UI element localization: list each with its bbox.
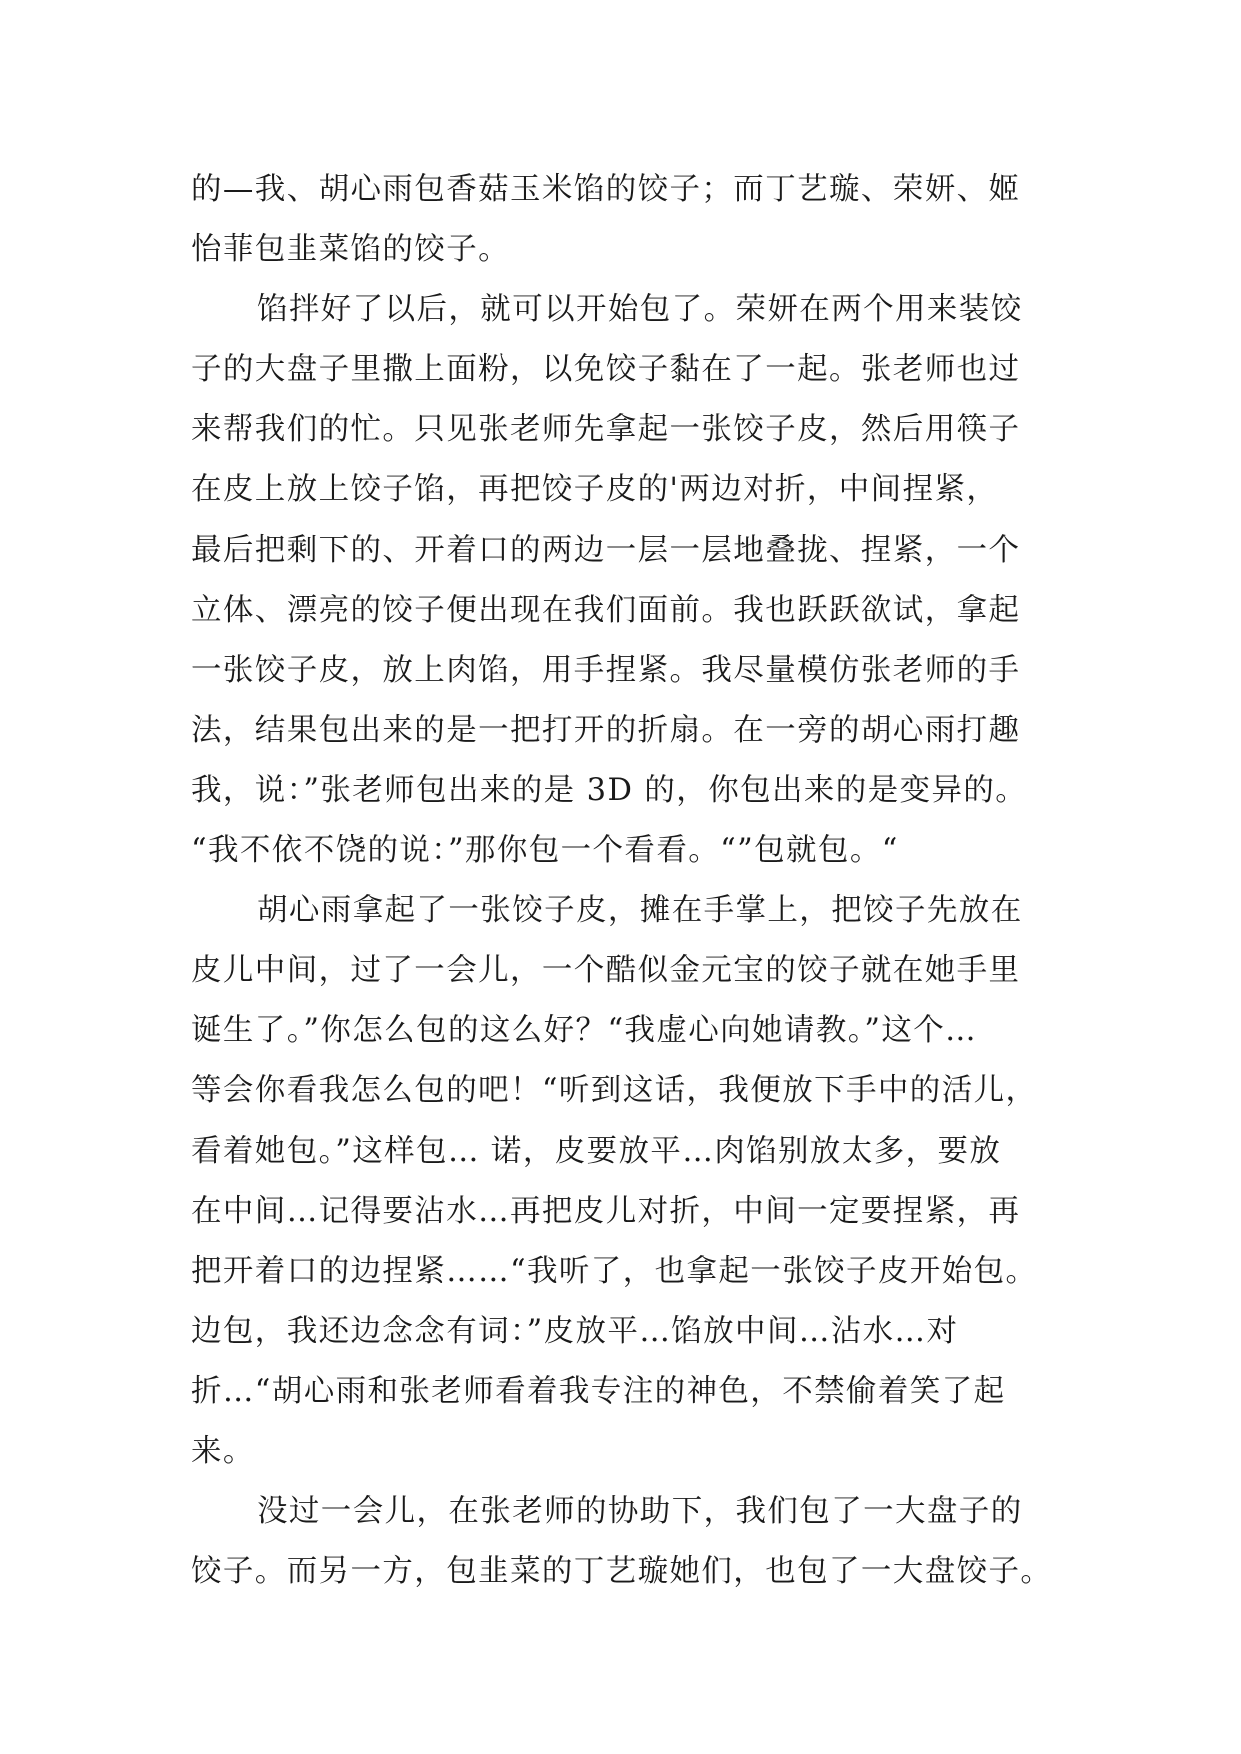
text-line: 在中间…记得要沾水…再把皮儿对折，中间一定要捏紧，再 bbox=[191, 1193, 1021, 1229]
text-line: 诞生了。”你怎么包的这么好？“我虚心向她请教。”这个… bbox=[191, 1013, 978, 1049]
text-line: 皮儿中间，过了一会儿，一个酷似金元宝的饺子就在她手里 bbox=[191, 953, 1021, 989]
text-line: 馅拌好了以后，就可以开始包了。荣妍在两个用来装饺 bbox=[257, 292, 1023, 328]
text-line: 看着她包。”这样包… 诺，皮要放平…肉馅别放太多，要放 bbox=[191, 1133, 1002, 1169]
text-line: 把开着口的边捏紧……“我听了，也拿起一张饺子皮开始包。 bbox=[191, 1253, 1038, 1289]
text-line: 我，说：”张老师包出来的是 3D 的，你包出来的是变异的。 bbox=[191, 772, 1028, 808]
text-line: 子的大盘子里撒上面粉，以免饺子黏在了一起。张老师也过 bbox=[191, 352, 1021, 388]
text-line: 立体、漂亮的饺子便出现在我们面前。我也跃跃欲试，拿起 bbox=[191, 592, 1021, 628]
text-line: 来。 bbox=[191, 1433, 255, 1469]
text-line: 边包，我还边念念有词：”皮放平…馅放中间…沾水…对 bbox=[191, 1313, 959, 1349]
text-line: 饺子。而另一方，包韭菜的丁艺璇她们，也包了一大盘饺子。 bbox=[191, 1554, 1053, 1590]
text-line: 胡心雨拿起了一张饺子皮，摊在手掌上，把饺子先放在 bbox=[257, 893, 1023, 929]
text-line: 法，结果包出来的是一把打开的折扇。在一旁的胡心雨打趣 bbox=[191, 712, 1021, 748]
text-line: 等会你看我怎么包的吧！“听到这话，我便放下手中的活儿， bbox=[191, 1073, 1038, 1109]
text-line: 没过一会儿，在张老师的协助下，我们包了一大盘子的 bbox=[257, 1494, 1023, 1530]
text-line: 折…“胡心雨和张老师看着我专注的神色，不禁偷着笑了起 bbox=[191, 1373, 1006, 1409]
document-body bbox=[191, 160, 1071, 1602]
text-line: 一张饺子皮，放上肉馅，用手捏紧。我尽量模仿张老师的手 bbox=[191, 652, 1021, 688]
text-line: 的—我、胡心雨包香菇玉米馅的饺子；而丁艺璇、荣妍、姬 bbox=[191, 172, 1021, 207]
text-line: 在皮上放上饺子馅，再把饺子皮的'两边对折，中间捏紧， bbox=[191, 472, 999, 508]
text-line: 来帮我们的忙。只见张老师先拿起一张饺子皮，然后用筷子 bbox=[191, 412, 1021, 448]
text-line: 最后把剩下的、开着口的两边一层一层地叠拢、捏紧，一个 bbox=[191, 532, 1021, 568]
text-line: 怡菲包韭菜馅的饺子。 bbox=[191, 232, 510, 268]
text-line: “我不依不饶的说：”那你包一个看看。“”包就包。“ bbox=[191, 833, 899, 869]
